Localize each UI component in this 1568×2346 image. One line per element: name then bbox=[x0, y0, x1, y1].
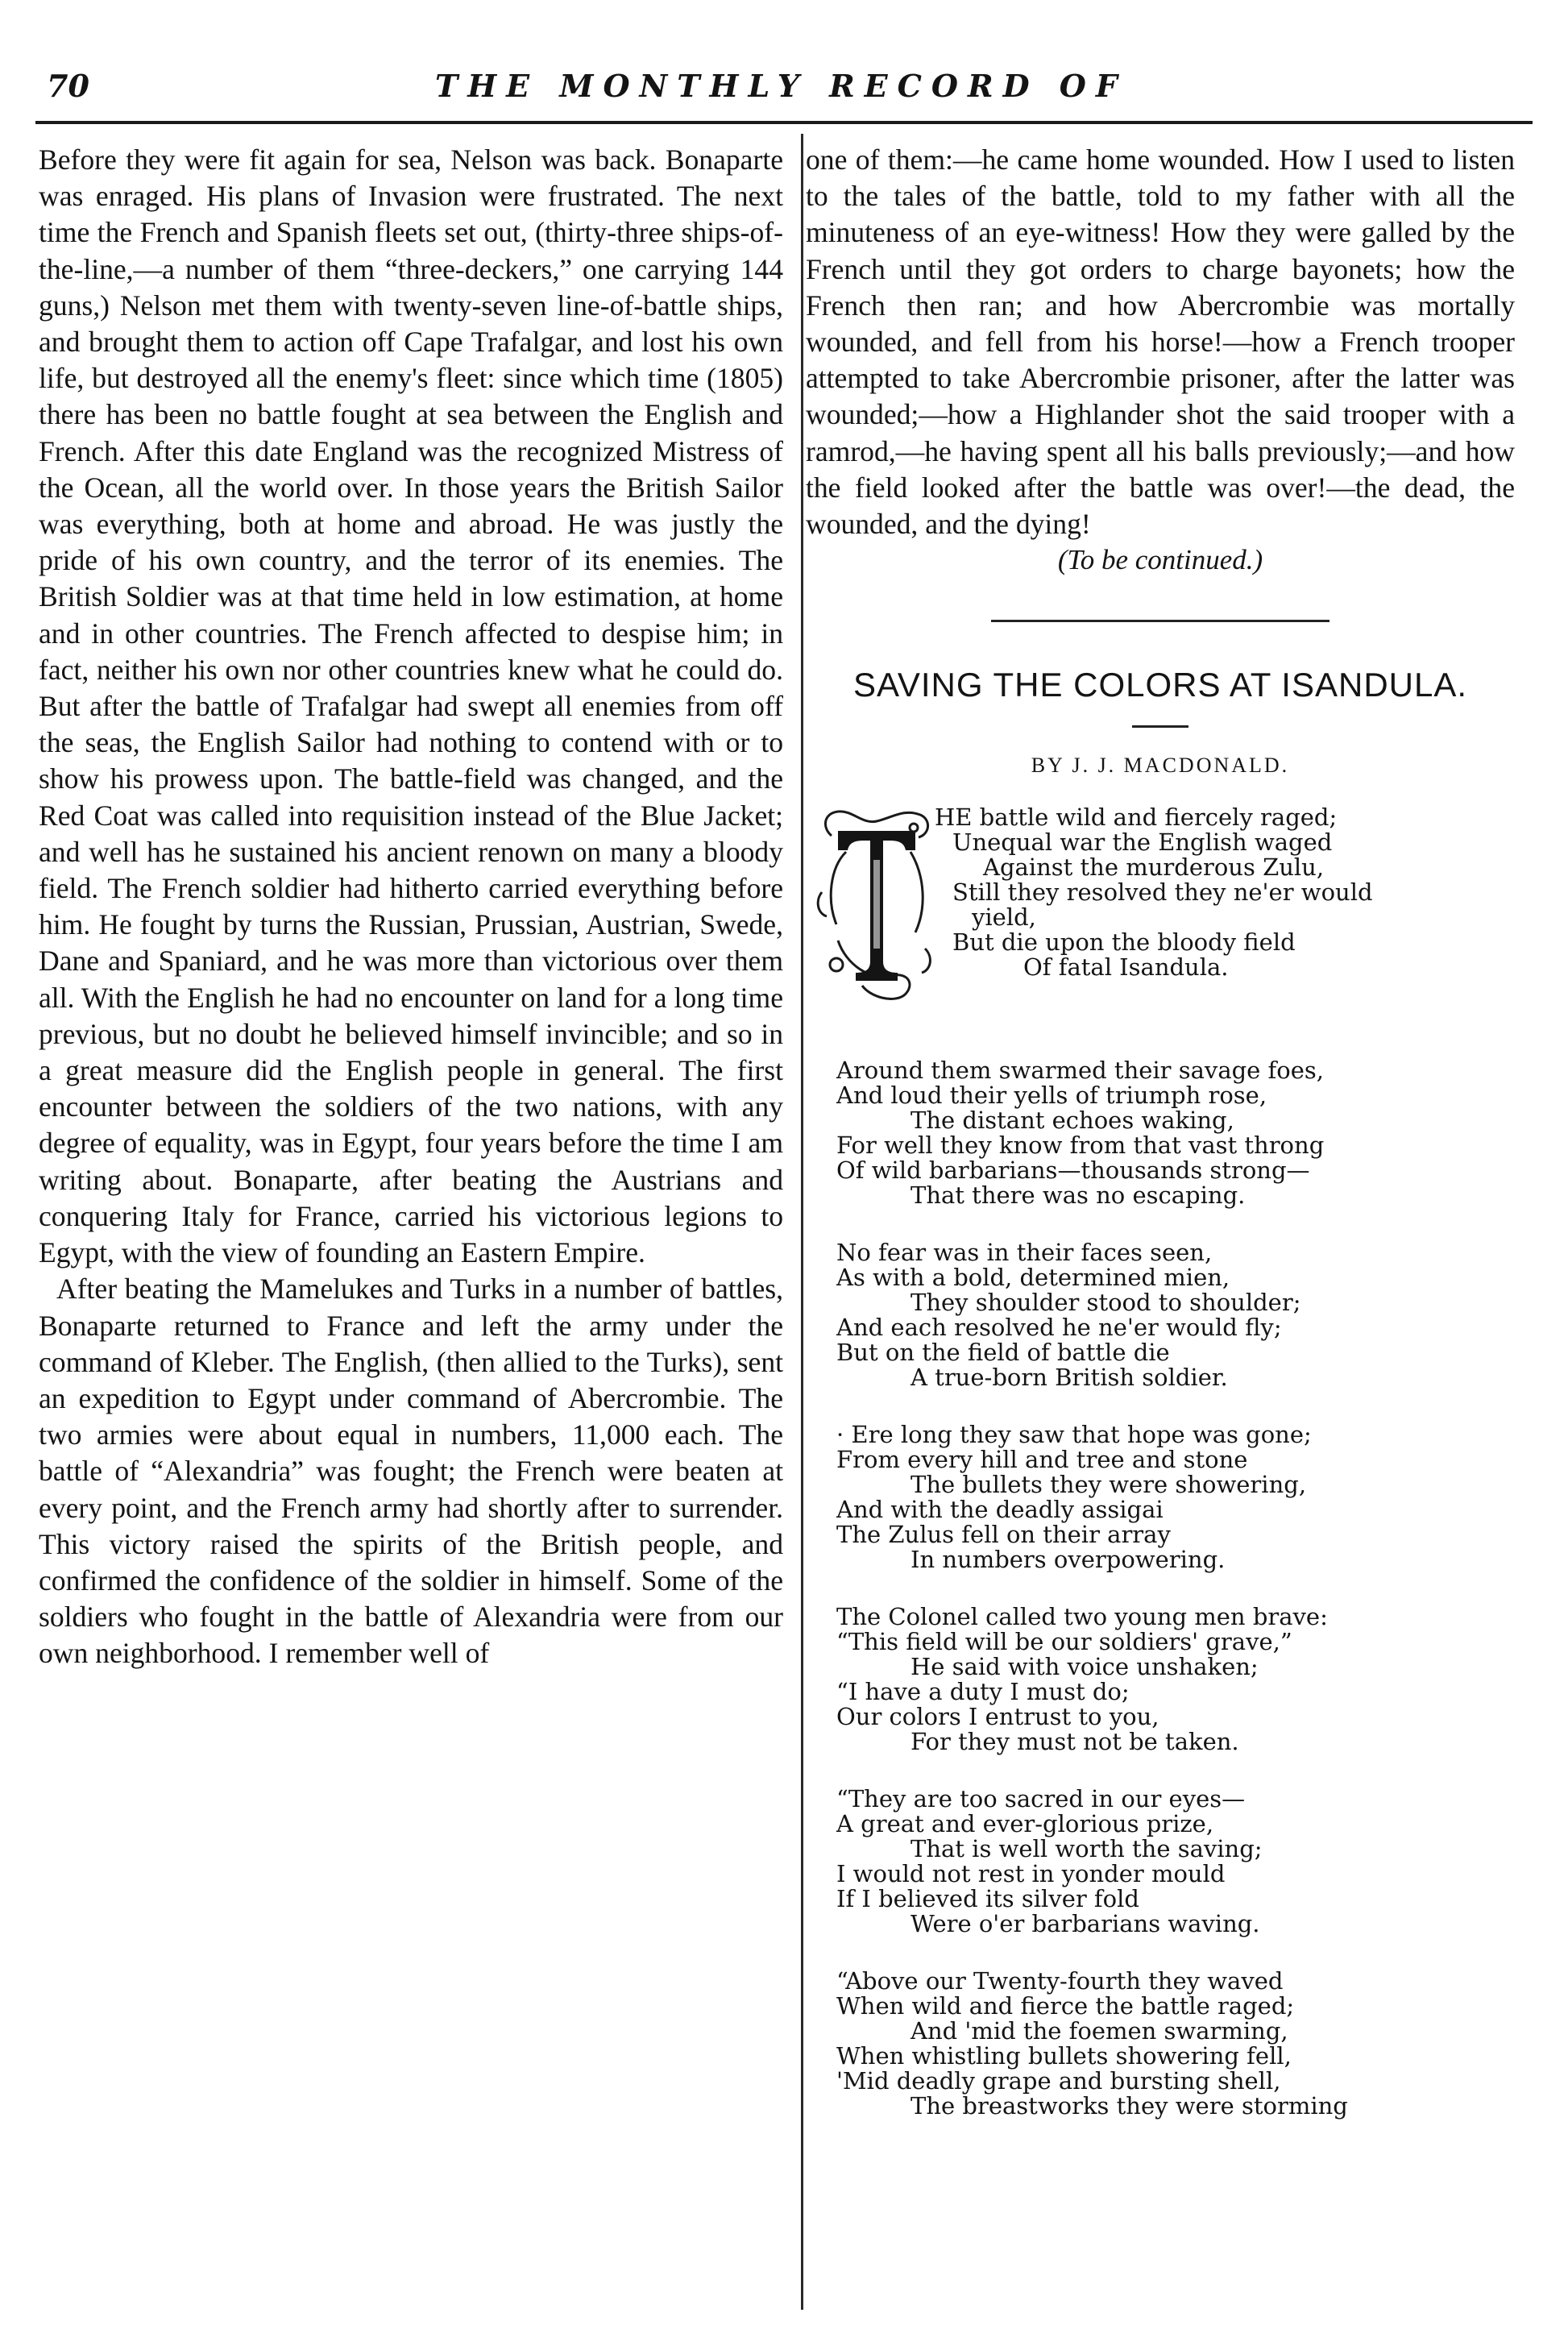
title-separator bbox=[1132, 725, 1188, 728]
poem-line: The breastworks they were storming bbox=[911, 2092, 1348, 2120]
poem-line: A great and ever-glorious prize, bbox=[836, 1810, 1214, 1838]
page-header bbox=[0, 68, 1568, 116]
to-be-continued: (To be continued.) bbox=[1057, 544, 1263, 576]
poem-stanza bbox=[836, 1240, 1515, 1390]
poem-line: “I have a duty I must do; bbox=[836, 1678, 1130, 1706]
right-column bbox=[806, 142, 1515, 2119]
poem-line: For they must not be taken. bbox=[911, 1728, 1239, 1756]
poem-line: And loud their yells of triumph rose, bbox=[836, 1082, 1267, 1110]
section-separator bbox=[991, 620, 1329, 622]
ornamental-drop-cap bbox=[814, 803, 935, 1005]
poem-line: That is well worth the saving; bbox=[911, 1835, 1263, 1863]
first-stanza-lines bbox=[935, 805, 1373, 980]
poem-stanza bbox=[836, 1787, 1515, 1937]
header-rule bbox=[35, 121, 1533, 124]
poem-stanzas bbox=[806, 1058, 1515, 2119]
left-column bbox=[39, 142, 783, 1672]
poem-line: That there was no escaping. bbox=[911, 1181, 1246, 1210]
poem-byline: BY J. J. MACDONALD. bbox=[1031, 754, 1290, 778]
poem-line: No fear was in their faces seen, bbox=[836, 1239, 1213, 1267]
poem-line: I would not rest in yonder mould bbox=[836, 1860, 1226, 1888]
poem-stanza bbox=[836, 1058, 1515, 1208]
page-number: 70 bbox=[47, 68, 89, 104]
poem-line: · Ere long they saw that hope was gone; bbox=[836, 1421, 1312, 1449]
poem-line: Unequal war the English waged bbox=[952, 828, 1333, 857]
poem-title: SAVING THE COLORS AT ISANDULA. bbox=[852, 666, 1468, 704]
poem-line: “This field will be our soldiers' grave,” bbox=[836, 1628, 1292, 1656]
poem-line: A true-born British soldier. bbox=[911, 1364, 1228, 1392]
poem-line: He said with voice unshaken; bbox=[911, 1653, 1259, 1681]
poem-line: For well they know from that vast throng bbox=[836, 1131, 1325, 1160]
poem-line: The Zulus fell on their array bbox=[836, 1521, 1171, 1549]
poem-line: As with a bold, determined mien, bbox=[836, 1264, 1230, 1292]
poem-line: HE battle wild and fiercely raged; bbox=[935, 803, 1338, 832]
poem-line: But on the field of battle die bbox=[836, 1339, 1170, 1367]
body-paragraph: Before they were fit again for sea, Nelson was back. Bonaparte was enraged. His plans of Invasion were frustrated. The next time the French and Spanish fleets set out, (thirty-three ships-of-the-line,—a number of them “three-deckers,” one carrying 144 guns,) Nelson met them with twenty-seven line-of-battle ships, and brought them to action off Cape Trafalgar, and lost his own life, but destroyed all the enemy's fleet: since which time (1805) there has been no battle fought at sea between the English and French. After this date England was the recognized Mistress of the Ocean, all the world over. In those years the British Sailor was everything, both at home and abroad. He was justly the pride of his own country, and the terror of its enemies. The British Soldier was at that time held in low estimation, at home and in other countries. The French affected to despise him; in fact, neither his own nor other countries knew what he could do. But after the battle of Trafalgar had swept all enemies from off the seas, the English Sailor had nothing to contend with or to show his prowess upon. The battle-field was changed, and the Red Coat was called into requisition instead of the Blue Jacket; and well has he sustained his ancient renown on many a bloody field. The French soldier had hitherto carried everything before him. He fought by turns the Russian, Prussian, Austrian, Swede, Dane and Spaniard, and he was more than victorious over them all. With the English he had no encounter on land for a long time previous, but no doubt he believed himself invincible; and so in a great measure did the English people in general. The first encounter between the soldiers of the two nations, with any degree of equality, was in Egypt, four years before the time I am writing about. Bonaparte, after beating the Austrians and conquering Italy for France, carried his victorious legions to Egypt, with the view of founding an Eastern Empire. bbox=[39, 143, 783, 1269]
poem-line: From every hill and tree and stone bbox=[836, 1446, 1248, 1474]
poem-line: 'Mid deadly grape and bursting shell, bbox=[836, 2067, 1281, 2095]
poem-stanza bbox=[836, 1605, 1515, 1754]
poem-line: And 'mid the foemen swarming, bbox=[911, 2017, 1288, 2045]
poem-line: Of wild barbarians—thousands strong— bbox=[836, 1156, 1310, 1185]
poem-line: “Above our Twenty-fourth they waved bbox=[836, 1967, 1284, 1995]
poem-line: And with the deadly assigai bbox=[836, 1496, 1164, 1524]
poem-line: Of fatal Isandula. bbox=[1023, 953, 1229, 982]
poem-line: Our colors I entrust to you, bbox=[836, 1703, 1159, 1731]
poem-line: If I believed its silver fold bbox=[836, 1885, 1139, 1913]
poem-line: The bullets they were showering, bbox=[911, 1471, 1307, 1499]
poem-line: But die upon the bloody field bbox=[952, 928, 1296, 957]
poem-line: Still they resolved they ne'er would bbox=[952, 878, 1373, 907]
poem-line: When wild and fierce the battle raged; bbox=[836, 1992, 1295, 2020]
poem-line: And each resolved he ne'er would fly; bbox=[836, 1314, 1282, 1342]
poem-line: Against the murderous Zulu, bbox=[983, 853, 1325, 882]
poem-line: yield, bbox=[972, 903, 1036, 932]
poem-line: They shoulder stood to shoulder; bbox=[911, 1289, 1301, 1317]
poem-line: Around them swarmed their savage foes, bbox=[836, 1057, 1325, 1085]
poem-line: Were o'er barbarians waving. bbox=[911, 1910, 1260, 1938]
continuation-paragraph: one of them:—he came home wounded. How I used to listen to the tales of the battle, told to my father with all the minuteness of an eye-witness! How they were galled by the French until they got orders to charge bayonets; how the French then ran; and how Abercrombie was mortally wounded, and fell from his horse!—how a French trooper attempted to take Abercrombie prisoner, after the latter was wounded;—how a Highlander shot the said trooper with a ramrod,—he having spent all his balls previously;—and how the field looked after the battle was over!—the dead, the wounded, and the dying! bbox=[806, 143, 1515, 541]
poem-line: In numbers overpowering. bbox=[911, 1546, 1226, 1574]
poem-line: When whistling bullets showering fell, bbox=[836, 2042, 1292, 2070]
body-paragraph: After beating the Mamelukes and Turks in a number of battles, Bonaparte returned to France and left the army under the command of Kleber. The English, (then allied to the Turks), sent an expedition to Egypt under command of Abercrombie. The two armies were about equal in numbers, 11,000 each. The battle of “Alexandria” was fought; the French were beaten at every point, and the French army had shortly after to surrender. This victory raised the spirits of the British people, and confirmed the confidence of the soldier in himself. Some of the soldiers who fought in the battle of Alexandria were from our own neighborhood. I remember well of bbox=[39, 1273, 783, 1670]
poem-line: “They are too sacred in our eyes— bbox=[836, 1785, 1246, 1813]
poem-stanza bbox=[836, 1422, 1515, 1572]
poem-line: The distant echoes waking, bbox=[911, 1107, 1234, 1135]
column-divider bbox=[801, 134, 803, 2310]
poem-first-stanza bbox=[806, 800, 1515, 1026]
poem-line: The Colonel called two young men brave: bbox=[836, 1603, 1328, 1631]
running-title: THE MONTHLY RECORD OF bbox=[435, 68, 1127, 104]
poem-stanza bbox=[836, 1969, 1515, 2119]
